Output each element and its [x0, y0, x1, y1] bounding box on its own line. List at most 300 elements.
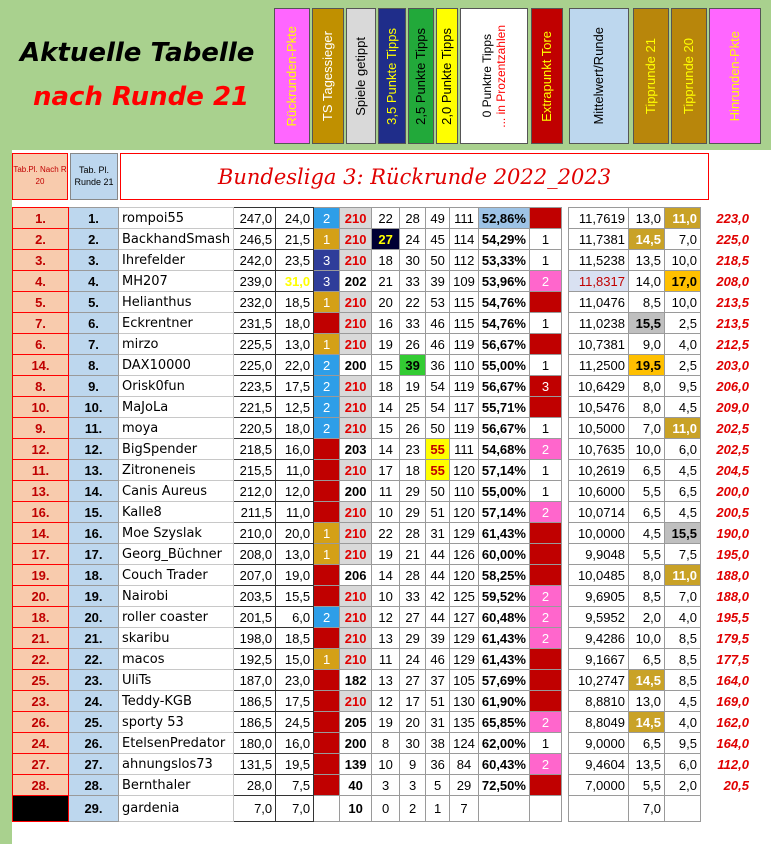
games-tipped: 210: [340, 250, 372, 271]
player-name: Bernthaler: [119, 775, 234, 796]
tipps-20: 51: [426, 691, 450, 712]
tipps-25: 21: [400, 544, 426, 565]
round-20-points: 4,5: [664, 397, 700, 418]
average-per-round: 10,0714: [568, 502, 628, 523]
table-row: [13, 250, 753, 271]
player-name: gardenia: [119, 796, 234, 822]
hinrunde-points: 169,0: [716, 693, 749, 709]
tipps-20: 46: [426, 334, 450, 355]
tipps-25: 33: [400, 313, 426, 334]
tagessieger-cell: [314, 439, 340, 460]
rank-cell: 21.: [69, 628, 119, 649]
spacer: [561, 313, 568, 334]
tagessieger-cell: [314, 628, 340, 649]
tipps-0: 111: [450, 208, 479, 229]
prev-rank-cell: 26.: [13, 712, 69, 733]
games-tipped: 210: [340, 229, 372, 250]
table-row: [13, 544, 753, 565]
games-tipped: 210: [340, 376, 372, 397]
round-21-points: 8,0: [628, 565, 664, 586]
column-header-label: Hinrunden-Pkte: [727, 30, 742, 122]
column-header: [633, 8, 669, 144]
page-subtitle: nach Runde 21: [33, 82, 250, 112]
total-points: 211,5: [234, 502, 276, 523]
prev-rank-cell: [13, 796, 69, 822]
games-tipped: 210: [340, 586, 372, 607]
average-per-round: 9,5952: [568, 607, 628, 628]
tipps-0: 84: [450, 754, 479, 775]
tipps-0: 112: [450, 250, 479, 271]
tipps-25: 29: [400, 481, 426, 502]
round-21-points: 7,0: [628, 796, 664, 822]
player-name: Canis Aureus: [119, 481, 234, 502]
rueckrunde-points: 13,0: [276, 544, 314, 565]
round-21-points: 2,0: [628, 607, 664, 628]
hinrunde-points: 209,0: [716, 399, 749, 415]
tipps-25: 9: [400, 754, 426, 775]
tagessieger-cell: [314, 733, 340, 754]
league-title: Bundesliga 3: Rückrunde 2022_2023: [120, 153, 709, 200]
tipps-0: 111: [450, 439, 479, 460]
rank-cell: 10.: [69, 397, 119, 418]
spacer: [561, 355, 568, 376]
round-21-points: 6,5: [628, 502, 664, 523]
average-per-round: 10,6000: [568, 481, 628, 502]
tipps-20: 31: [426, 523, 450, 544]
average-per-round: 10,2747: [568, 670, 628, 691]
spacer: [561, 775, 568, 796]
hinrunde-points: 223,0: [716, 210, 749, 226]
games-tipped: 210: [340, 649, 372, 670]
page-title: Aktuelle Tabelle: [20, 38, 255, 68]
tipps-25: 22: [400, 292, 426, 313]
hinrunde-points: 188,0: [716, 588, 749, 604]
tipps-35: 18: [372, 250, 400, 271]
prev-rank-cell: 3.: [13, 250, 69, 271]
tipps-0: 126: [450, 544, 479, 565]
total-points: 225,0: [234, 355, 276, 376]
hinrunde-points: 203,0: [716, 357, 749, 373]
tipps-35: 10: [372, 586, 400, 607]
table-row: [13, 481, 753, 502]
prev-rank-cell: 21.: [13, 628, 69, 649]
tipps-0: 109: [450, 271, 479, 292]
total-points: 186,5: [234, 691, 276, 712]
rank-cell: 9.: [69, 376, 119, 397]
rank-cell: 7.: [69, 334, 119, 355]
tagessieger-cell: 2: [314, 376, 340, 397]
rueckrunde-points: 18,5: [276, 628, 314, 649]
rueckrunde-points: 15,0: [276, 649, 314, 670]
tipps-20: 44: [426, 565, 450, 586]
player-name: BackhandSmash: [119, 229, 234, 250]
tagessieger-cell: [314, 481, 340, 502]
rank-cell: 14.: [69, 481, 119, 502]
hinrunde-points: 202,5: [716, 441, 749, 457]
tagessieger-cell: 2: [314, 607, 340, 628]
tipps-20: 5: [426, 775, 450, 796]
tipps-20: 45: [426, 229, 450, 250]
tipps-0: 117: [450, 397, 479, 418]
tipps-25: 26: [400, 334, 426, 355]
column-header-label: Tipprunde 20: [681, 37, 696, 115]
average-per-round: 9,4286: [568, 628, 628, 649]
spacer: [561, 586, 568, 607]
games-tipped: 210: [340, 334, 372, 355]
extra-point: [529, 397, 561, 418]
round-20-points: 6,0: [664, 754, 700, 775]
total-points: 246,5: [234, 229, 276, 250]
games-tipped: 210: [340, 460, 372, 481]
hinrunde-points: 208,0: [716, 273, 749, 289]
player-name: UliTs: [119, 670, 234, 691]
prev-rank-cell: 24.: [13, 733, 69, 754]
tipps-25: 33: [400, 271, 426, 292]
round-20-points: 4,5: [664, 460, 700, 481]
extra-point: 2: [529, 754, 561, 775]
prev-rank-cell: 11.: [13, 460, 69, 481]
extra-point: 1: [529, 481, 561, 502]
tagessieger-cell: 2: [314, 355, 340, 376]
table-row: [13, 334, 753, 355]
tipps-20: 50: [426, 481, 450, 502]
round-21-points: 14,5: [628, 670, 664, 691]
hinrunde-points: 225,0: [716, 231, 749, 247]
prev-rank-cell: 4.: [13, 271, 69, 292]
spacer: [561, 754, 568, 775]
rueckrunde-points: 13,0: [276, 334, 314, 355]
extra-point: 1: [529, 418, 561, 439]
column-header-label: 0 Punktre Tipps: [480, 34, 494, 118]
tagessieger-cell: 2: [314, 418, 340, 439]
spacer: [561, 712, 568, 733]
games-tipped: 139: [340, 754, 372, 775]
prev-rank-cell: 5.: [13, 292, 69, 313]
percent-zero: 58,25%: [478, 565, 529, 586]
round-21-points: 5,5: [628, 544, 664, 565]
tipps-35: 13: [372, 670, 400, 691]
tipps-35: 8: [372, 733, 400, 754]
rueckrunde-points: 23,5: [276, 250, 314, 271]
column-header: [378, 8, 406, 144]
games-tipped: 210: [340, 502, 372, 523]
total-points: 242,0: [234, 250, 276, 271]
extra-point: [529, 796, 561, 822]
tagessieger-cell: [314, 670, 340, 691]
tipps-35: 17: [372, 460, 400, 481]
round-20-points: 2,5: [664, 313, 700, 334]
tipps-35: 21: [372, 271, 400, 292]
table-row: [13, 271, 753, 292]
hinrunde-points: 213,5: [716, 294, 749, 310]
tipps-25: 27: [400, 607, 426, 628]
column-header-label: Extrapunkt Tore: [539, 30, 554, 122]
tipps-25: 2: [400, 796, 426, 822]
player-name: Orisk0fun: [119, 376, 234, 397]
tagessieger-cell: [314, 586, 340, 607]
round-21-points: 4,5: [628, 523, 664, 544]
tipps-0: 120: [450, 460, 479, 481]
spacer: [561, 481, 568, 502]
games-tipped: 202: [340, 271, 372, 292]
total-points: 220,5: [234, 418, 276, 439]
total-points: 201,5: [234, 607, 276, 628]
extra-point: 2: [529, 502, 561, 523]
percent-zero: 65,85%: [478, 712, 529, 733]
tagessieger-cell: 1: [314, 544, 340, 565]
extra-point: [529, 334, 561, 355]
games-tipped: 182: [340, 670, 372, 691]
prev-rank-cell: 14.: [13, 355, 69, 376]
rueckrunde-points: 18,5: [276, 292, 314, 313]
column-header: [671, 8, 707, 144]
extra-point: [529, 565, 561, 586]
extra-point: [529, 670, 561, 691]
total-points: 180,0: [234, 733, 276, 754]
tipps-35: 12: [372, 691, 400, 712]
round-21-points: 13,0: [628, 691, 664, 712]
percent-zero: 60,48%: [478, 607, 529, 628]
average-per-round: 7,0000: [568, 775, 628, 796]
player-name: Teddy-KGB: [119, 691, 234, 712]
average-per-round: 9,0000: [568, 733, 628, 754]
average-per-round: 9,9048: [568, 544, 628, 565]
table-row: [13, 523, 753, 544]
extra-point: 1: [529, 229, 561, 250]
rueckrunde-points: 7,5: [276, 775, 314, 796]
tipps-0: 115: [450, 292, 479, 313]
rank-cell: 2.: [69, 229, 119, 250]
games-tipped: 210: [340, 628, 372, 649]
rueckrunde-points: 18,0: [276, 313, 314, 334]
average-per-round: 11,0476: [568, 292, 628, 313]
tipps-20: 31: [426, 712, 450, 733]
tipps-0: 135: [450, 712, 479, 733]
average-per-round: 11,5238: [568, 250, 628, 271]
total-points: 239,0: [234, 271, 276, 292]
average-per-round: 10,5476: [568, 397, 628, 418]
prev-rank-cell: 23.: [13, 691, 69, 712]
column-header: [709, 8, 761, 144]
total-points: 187,0: [234, 670, 276, 691]
table-row: [13, 733, 753, 754]
round-20-points: 6,0: [664, 439, 700, 460]
average-per-round: 11,7619: [568, 208, 628, 229]
tipps-25: 33: [400, 586, 426, 607]
round-20-points: 4,5: [664, 502, 700, 523]
tipps-35: 3: [372, 775, 400, 796]
rueckrunde-points: 23,0: [276, 670, 314, 691]
percent-zero: 61,43%: [478, 649, 529, 670]
tagessieger-cell: 3: [314, 271, 340, 292]
tipps-20: 37: [426, 670, 450, 691]
table-row: [13, 397, 753, 418]
games-tipped: 203: [340, 439, 372, 460]
column-header-label: Rückrunden-Pkte: [284, 25, 299, 127]
tipps-20: 53: [426, 292, 450, 313]
percent-zero: 53,33%: [478, 250, 529, 271]
rank-cell: 29.: [69, 796, 119, 822]
tagessieger-cell: [314, 691, 340, 712]
round-20-points: 4,5: [664, 691, 700, 712]
extra-point: 2: [529, 628, 561, 649]
rank-cell: 17.: [69, 544, 119, 565]
rank-cell: 12.: [69, 439, 119, 460]
prev-rank-cell: 18.: [13, 607, 69, 628]
games-tipped: 210: [340, 523, 372, 544]
tipps-20: 49: [426, 208, 450, 229]
rueckrunde-points: 11,0: [276, 460, 314, 481]
prev-rank-cell: 1.: [13, 208, 69, 229]
column-header-label: 3,5 Punkte Tipps: [384, 27, 399, 125]
tagessieger-cell: 1: [314, 649, 340, 670]
spacer: [561, 418, 568, 439]
extra-point: 2: [529, 439, 561, 460]
rank-cell: 13.: [69, 460, 119, 481]
standings-table: [12, 207, 753, 822]
tipps-20: 38: [426, 733, 450, 754]
total-points: 208,0: [234, 544, 276, 565]
rueckrunde-points: 20,0: [276, 523, 314, 544]
table-row: [13, 355, 753, 376]
total-points: 210,0: [234, 523, 276, 544]
percent-zero: 54,68%: [478, 439, 529, 460]
prev-rank-cell: 14.: [13, 523, 69, 544]
tipps-20: 42: [426, 586, 450, 607]
player-name: ahnungslos73: [119, 754, 234, 775]
tipps-35: 13: [372, 628, 400, 649]
round-20-points: 7,0: [664, 586, 700, 607]
tipps-35: 22: [372, 523, 400, 544]
hinrunde-points: 212,5: [716, 336, 749, 352]
table-row: [13, 586, 753, 607]
player-name: Helianthus: [119, 292, 234, 313]
round-21-points: 8,5: [628, 586, 664, 607]
prev-rank-cell: 9.: [13, 418, 69, 439]
games-tipped: 10: [340, 796, 372, 822]
left-margin: [0, 150, 12, 844]
tipps-35: 12: [372, 607, 400, 628]
column-header: [436, 8, 458, 144]
table-row: [13, 628, 753, 649]
spacer: [561, 691, 568, 712]
column-header: [460, 8, 528, 144]
table-row: [13, 439, 753, 460]
rank-cell: 15.: [69, 502, 119, 523]
games-tipped: 206: [340, 565, 372, 586]
tipps-0: 130: [450, 691, 479, 712]
hinrunde-points: 213,5: [716, 315, 749, 331]
spacer: [561, 229, 568, 250]
tagessieger-cell: 1: [314, 334, 340, 355]
average-per-round: 10,7635: [568, 439, 628, 460]
rank-cell: 19.: [69, 586, 119, 607]
percent-zero: 61,43%: [478, 523, 529, 544]
average-per-round: 10,2619: [568, 460, 628, 481]
player-name: sporty 53: [119, 712, 234, 733]
table-row: [13, 208, 753, 229]
player-name: rompoi55: [119, 208, 234, 229]
rueckrunde-points: 12,5: [276, 397, 314, 418]
table-row: [13, 313, 753, 334]
spacer: [561, 334, 568, 355]
round-21-points: 8,5: [628, 292, 664, 313]
tagessieger-cell: 1: [314, 229, 340, 250]
player-name: moya: [119, 418, 234, 439]
table-row: [13, 565, 753, 586]
total-points: 198,0: [234, 628, 276, 649]
spacer: [561, 460, 568, 481]
tipps-35: 10: [372, 502, 400, 523]
round-20-points: 9,5: [664, 376, 700, 397]
column-header-label: Mittelwert/Runde: [591, 27, 606, 125]
column-header: [408, 8, 434, 144]
table-row: [13, 796, 753, 822]
extra-point: [529, 208, 561, 229]
prev-rank-cell: 20.: [13, 586, 69, 607]
round-20-points: 8,5: [664, 628, 700, 649]
extra-point: 2: [529, 271, 561, 292]
tipps-25: 25: [400, 397, 426, 418]
rueckrunde-points: 19,0: [276, 565, 314, 586]
total-points: 131,5: [234, 754, 276, 775]
tipps-35: 27: [372, 229, 400, 250]
hinrunde-points: 164,0: [716, 672, 749, 688]
hinrunde-points: 190,0: [716, 525, 749, 541]
player-name: skaribu: [119, 628, 234, 649]
tipps-0: 129: [450, 649, 479, 670]
percent-zero: 54,76%: [478, 313, 529, 334]
table-row: [13, 754, 753, 775]
hinrunde-points: 20,5: [723, 777, 749, 793]
tipps-35: 22: [372, 208, 400, 229]
extra-point: 1: [529, 460, 561, 481]
tipps-35: 11: [372, 481, 400, 502]
tipps-20: 46: [426, 313, 450, 334]
rank-cell: 26.: [69, 733, 119, 754]
tipps-25: 28: [400, 523, 426, 544]
player-name: Eckrentner: [119, 313, 234, 334]
percent-zero: 60,43%: [478, 754, 529, 775]
tipps-0: 120: [450, 502, 479, 523]
round-20-points: 4,0: [664, 334, 700, 355]
tipps-25: 27: [400, 670, 426, 691]
player-name: Zitroneneis: [119, 460, 234, 481]
round-20-points: 2,0: [664, 775, 700, 796]
player-name: roller coaster: [119, 607, 234, 628]
tipps-25: 26: [400, 418, 426, 439]
tipps-35: 0: [372, 796, 400, 822]
hinrunde-points: 177,5: [716, 651, 749, 667]
percent-zero: 52,86%: [478, 208, 529, 229]
rank-cell: 25.: [69, 712, 119, 733]
spacer: [561, 670, 568, 691]
tipps-35: 15: [372, 355, 400, 376]
games-tipped: 200: [340, 481, 372, 502]
rank-cell: 4.: [69, 271, 119, 292]
rueckrunde-points: 11,0: [276, 502, 314, 523]
extra-point: 2: [529, 607, 561, 628]
tipps-0: 110: [450, 481, 479, 502]
round-20-points: 15,5: [664, 523, 700, 544]
tipps-25: 3: [400, 775, 426, 796]
table-row: [13, 229, 753, 250]
average-per-round: 10,6429: [568, 376, 628, 397]
round-21-points: 8,0: [628, 397, 664, 418]
spacer: [561, 292, 568, 313]
total-points: 232,0: [234, 292, 276, 313]
average-per-round: 11,2500: [568, 355, 628, 376]
